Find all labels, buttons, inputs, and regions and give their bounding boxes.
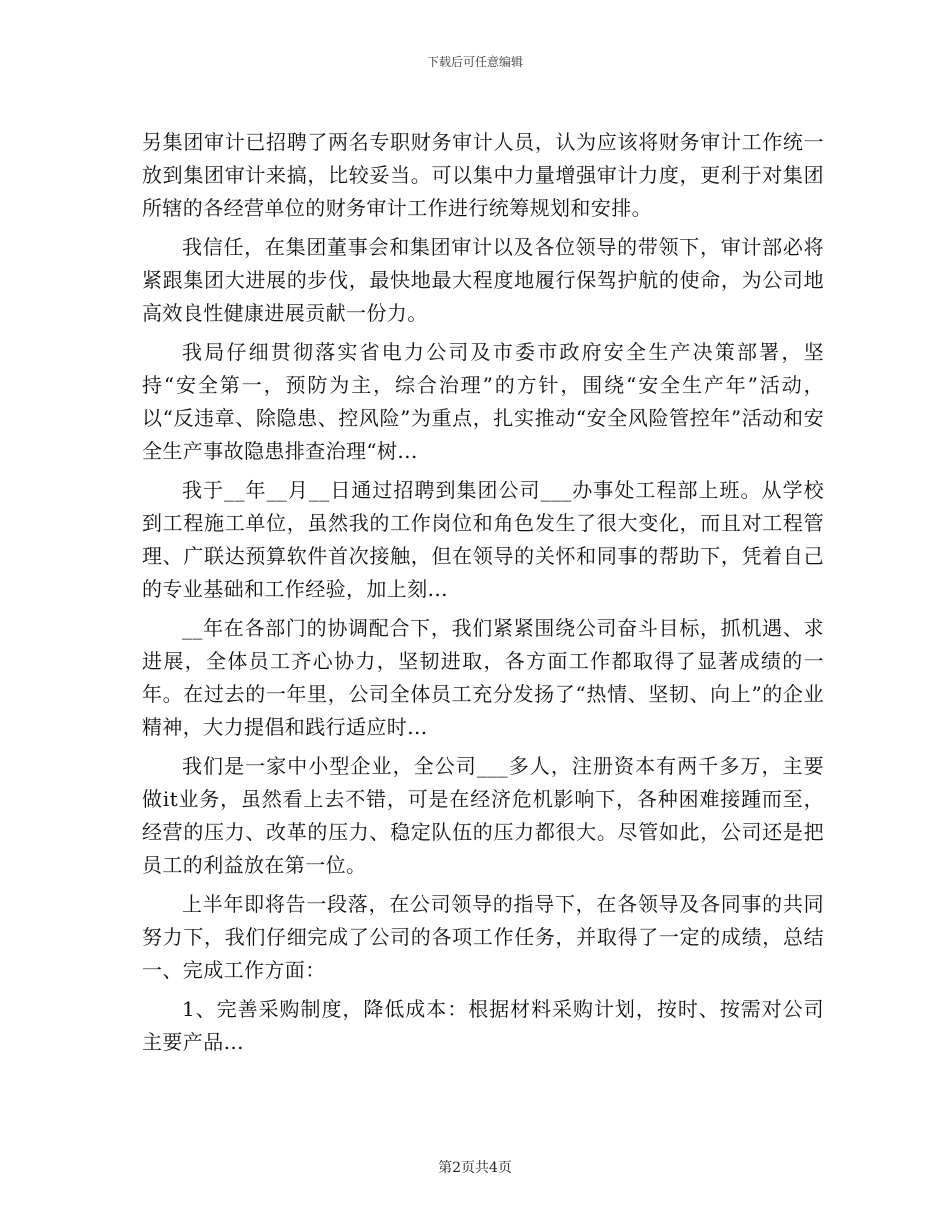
- paragraph: 我于__年__月__日通过招聘到集团公司___办事处工程部上班。从学校到工程施工单位，虽然我的工作岗位和角色发生了很大变化，而且对工程管理、广联达预算软件首次接触，但在领导的关怀和同事的帮助下，凭着自己的专业基础和工作经验，加上刻...: [142, 478, 824, 601]
- paragraph: 我们是一家中小型企业，全公司___多人，注册资本有两千多万，主要做it业务，虽然看上去不错，可是在经济危机影响下，各种困难接踵而至，经营的压力、改革的压力、稳定队伍的压力都很大。尽管如此，公司还是把员工的利益放在第一位。: [142, 754, 824, 877]
- page-header-note: 下载后可任意编辑: [426, 55, 523, 69]
- paragraph: 1、完善采购制度，降低成本：根据材料采购计划，按时、按需对公司主要产品...: [142, 997, 824, 1054]
- paragraph: __年在各部门的协调配合下，我们紧紧围绕公司奋斗目标，抓机遇、求进展，全体员工齐心协力，坚韧进取，各方面工作都取得了显著成绩的一年。在过去的一年里，公司全体员工充分发扬了“热情、坚韧、向上”的企业精神，大力提倡和践行适应时...: [142, 616, 824, 739]
- paragraph: 另集团审计已招聘了两名专职财务审计人员，认为应该将财务审计工作统一放到集团审计来搞，比较妥当。可以集中力量增强审计力度，更利于对集团所辖的各经营单位的财务审计工作进行统筹规划和安排。: [142, 130, 824, 220]
- page-number-footer: 第2页共4页: [438, 1160, 512, 1176]
- paragraph: 我信任，在集团董事会和集团审计以及各位领导的带领下，审计部必将紧跟集团大进展的步伐，最快地最大程度地履行保驾护航的使命，为公司地高效良性健康进展贡献一份力。: [142, 235, 824, 325]
- paragraph: 我局仔细贯彻落实省电力公司及市委市政府安全生产决策部署，坚持“安全第一，预防为主，综合治理”的方针，围绕“安全生产年”活动，以“反违章、除隐患、控风险”为重点，扎实推动“安全风险管控年”活动和安全生产事故隐患排查治理“树...: [142, 340, 824, 463]
- paragraph: 上半年即将告一段落，在公司领导的指导下，在各领导及各同事的共同努力下，我们仔细完成了公司的各项工作任务，并取得了一定的成绩，总结一、完成工作方面：: [142, 892, 824, 982]
- document-body: [142, 126, 824, 1059]
